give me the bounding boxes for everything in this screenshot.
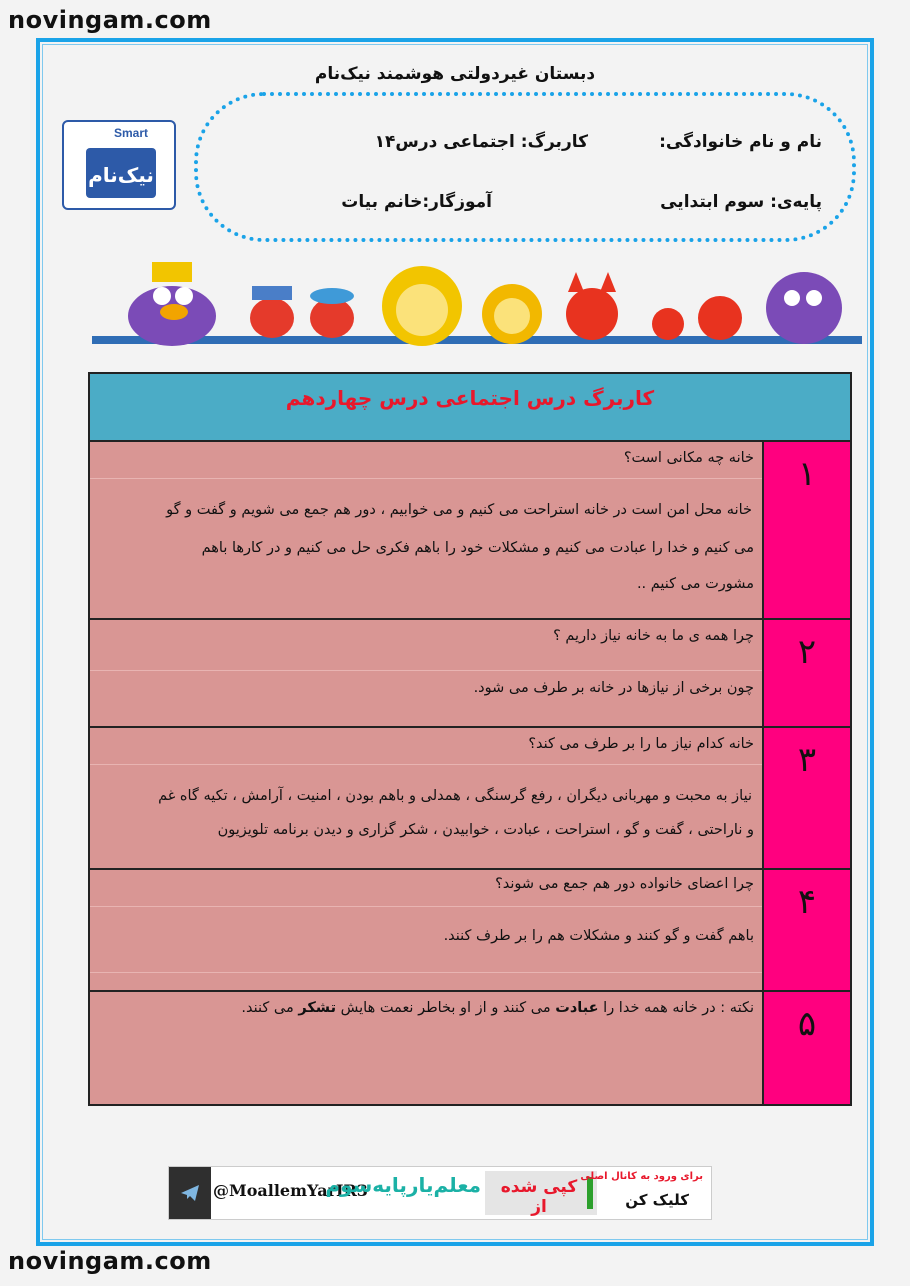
red-fox-large xyxy=(566,272,618,340)
row-1-answer-line-1: خانه محل امن است در خانه استراحت می کنیم و می خوابیم ، دور هم جمع می شویم و گفت و گو xyxy=(166,502,752,518)
channel-handle[interactable]: @MoallemYarIR3 xyxy=(213,1181,368,1200)
grade-label: پایه‌ی: سوم ابتدایی xyxy=(660,192,822,212)
row-3-answer-line-2: و ناراحتی ، گفت و گو ، استراحت ، عبادت ، خوابیدن ، شکر گزاری و دیدن برنامه تلویزیون xyxy=(217,822,754,838)
worksheet-label: کاربرگ: اجتماعی درس۱۴ xyxy=(374,132,588,152)
row-1-number: ۱ xyxy=(797,454,817,494)
row-2-number-cell xyxy=(762,620,850,726)
table-row-5 xyxy=(90,992,850,1104)
row-5-number: ۵ xyxy=(797,1004,817,1044)
row-3-number: ۳ xyxy=(797,740,817,780)
row-2-question: چرا همه ی ما به خانه نیاز داریم ؟ xyxy=(553,628,754,644)
school-name: دبستان غیردولتی هوشمند نیک‌نام xyxy=(314,64,596,84)
channel-name[interactable]: معلم‌یارپایه‌سوم xyxy=(325,1173,481,1197)
student-info-box xyxy=(194,92,856,242)
red-fox-small xyxy=(652,308,684,340)
note-part-3: می کنند. xyxy=(241,1000,299,1016)
name-label: نام و نام خانوادگی: xyxy=(659,132,822,152)
row-5-note xyxy=(241,1000,754,1016)
row-4-answer: باهم گفت و گو کنند و مشکلات هم را بر طرف کنند. xyxy=(443,928,754,944)
table-row-3 xyxy=(90,728,850,870)
note-bold-worship: عبادت xyxy=(555,1000,599,1016)
enter-channel-text: برای ورود به کانال اصلی xyxy=(580,1171,703,1182)
click-here-button[interactable]: کلیک کن xyxy=(625,1191,689,1209)
row-4-number-cell xyxy=(762,870,850,990)
note-part-1: نکته : در خانه همه خدا را xyxy=(598,1000,754,1016)
row-4-question: چرا اعضای خانواده دور هم جمع می شوند؟ xyxy=(495,876,754,892)
red-creature-blue-hat xyxy=(310,288,354,338)
red-creature-plaid-hat xyxy=(250,286,294,338)
row-5-number-cell xyxy=(762,992,850,1104)
row-4-number: ۴ xyxy=(797,882,817,922)
row-1-number-cell xyxy=(762,442,850,618)
table-row-1 xyxy=(90,442,850,620)
teacher-label: آموزگار:خانم بیات xyxy=(341,192,492,212)
row-3-question: خانه کدام نیاز ما را بر طرف می کند؟ xyxy=(528,736,754,752)
watermark-top: novingam.com xyxy=(8,6,212,34)
worksheet-title: کاربرگ درس اجتماعی درس چهاردهم xyxy=(285,386,655,410)
telegram-icon-box[interactable] xyxy=(169,1167,211,1219)
telegram-icon xyxy=(169,1167,211,1219)
row-2-number: ۲ xyxy=(797,632,817,672)
row-5-text xyxy=(90,992,762,1104)
purple-owl-character xyxy=(766,272,842,344)
school-logo xyxy=(62,120,176,210)
row-2-text xyxy=(90,620,762,726)
row-3-text xyxy=(90,728,762,868)
table-row-2 xyxy=(90,620,850,728)
row-3-number-cell xyxy=(762,728,850,868)
row-4-text xyxy=(90,870,762,990)
yellow-lion-large xyxy=(382,266,462,346)
note-bold-thanks: تشکر xyxy=(298,1000,337,1016)
purple-bird-character xyxy=(128,262,216,346)
row-1-answer-line-2: می کنیم و خدا را عبادت می کنیم و مشکلات خود را باهم فکری حل می کنیم و در کارها باهم xyxy=(201,540,754,556)
row-1-question: خانه چه مکانی است؟ xyxy=(623,450,754,466)
logo-mark-text: نیک‌نام xyxy=(88,163,154,187)
worksheet-header xyxy=(90,374,850,442)
row-1-answer-line-3: مشورت می کنیم .. xyxy=(636,576,754,592)
yellow-lion-small xyxy=(482,284,542,344)
logo-mark xyxy=(82,142,160,204)
logo-word: Smart xyxy=(113,126,148,140)
note-part-2: می کنند و از او بخاطر نعمت هایش xyxy=(336,1000,556,1016)
worksheet-table xyxy=(88,372,852,1106)
cartoon-characters-banner xyxy=(92,256,862,352)
row-3-answer-line-1: نیاز به محبت و مهربانی دیگران ، رفع گرسنگی ، همدلی و باهم بودن ، امنیت ، آرامش ، تکیه گاه غم xyxy=(158,788,752,804)
table-row-4 xyxy=(90,870,850,992)
row-2-answer: چون برخی از نیازها در خانه بر طرف می شود. xyxy=(473,680,754,696)
telegram-channel-banner[interactable] xyxy=(168,1166,712,1220)
watermark-bottom: novingam.com xyxy=(8,1247,212,1275)
row-1-text xyxy=(90,442,762,618)
red-fox-medium xyxy=(698,296,742,340)
copied-from-text: کپی شده از xyxy=(500,1177,578,1217)
